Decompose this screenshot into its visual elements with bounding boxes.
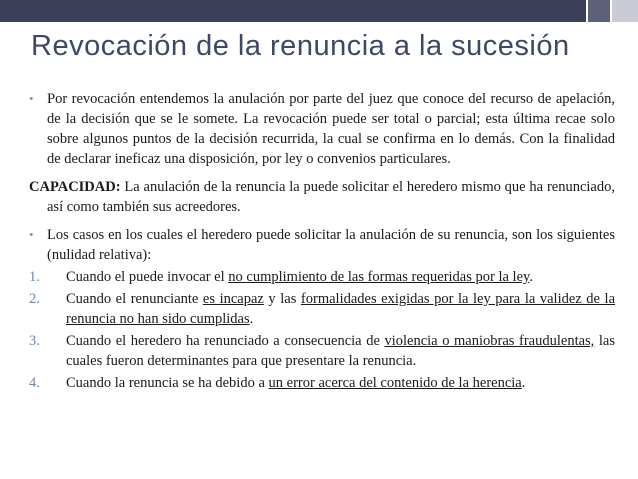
list-item <box>29 331 615 371</box>
paragraph-text: Los casos en los cuales el heredero puede solicitar la anulación de su renuncia, son los siguientes (nulidad relativa): <box>47 227 615 263</box>
item-underlined-text: violencia o maniobras fraudulentas, <box>384 333 595 349</box>
capacidad-text: La anulación de la renuncia la puede solicitar el heredero mismo que ha renunciado, así como también sus acreedores. <box>47 179 615 215</box>
paragraph-casos <box>29 225 615 265</box>
item-text: y las <box>263 291 301 307</box>
spacer <box>29 217 615 225</box>
item-underlined-text: es incapaz <box>202 291 264 307</box>
list-item <box>29 289 615 329</box>
bullet-icon: • <box>29 227 34 242</box>
paragraph-text: Por revocación entendemos la anulación por parte del juez que conoce del recurso de apelación, de la decisión que se le somete. La revocación puede ser total o parcial; esta última recae solo sobre algunos puntos de la decisión recurrida, la cual se confirma en lo demás. Con la finalidad de declarar ineficaz una disposición, por ley o convenios particulares. <box>47 91 615 167</box>
band-dark-segment <box>0 0 586 22</box>
paragraph-revocacion <box>29 89 615 169</box>
item-underlined-text: un error acerca del contenido de la herencia <box>268 375 522 391</box>
capacidad-label: CAPACIDAD: <box>29 179 121 195</box>
item-underlined-text: formalidades exigidas por la ley para la validez de la renuncia no han sido cumplidas <box>66 291 616 327</box>
item-text: Cuando el renunciante <box>66 291 203 307</box>
item-text: las cuales fueron determinantes para que presentare la renuncia. <box>66 333 616 369</box>
item-underlined-text: no cumplimiento de las formas requeridas por la ley <box>228 269 530 285</box>
slide-body <box>29 89 615 393</box>
slide-title: Revocación de la renuncia a la sucesión <box>31 30 570 62</box>
item-text: Cuando la renuncia se ha debido a <box>66 375 269 391</box>
list-number: 1. <box>29 269 40 285</box>
list-item <box>29 373 615 393</box>
top-decorative-band <box>0 0 638 22</box>
item-text: Cuando el puede invocar el <box>66 269 229 285</box>
band-mid-segment <box>588 0 610 22</box>
paragraph-capacidad <box>29 177 615 217</box>
list-number: 3. <box>29 333 40 349</box>
spacer <box>29 169 615 177</box>
list-number: 2. <box>29 291 40 307</box>
item-text: . <box>521 375 526 391</box>
band-light-segment <box>612 0 638 22</box>
item-text: Cuando el heredero ha renunciado a consecuencia de <box>66 333 385 349</box>
list-number: 4. <box>29 375 40 391</box>
bullet-icon: • <box>29 91 34 106</box>
item-text: . <box>249 311 254 327</box>
item-text: . <box>529 269 533 285</box>
list-item <box>29 267 615 287</box>
